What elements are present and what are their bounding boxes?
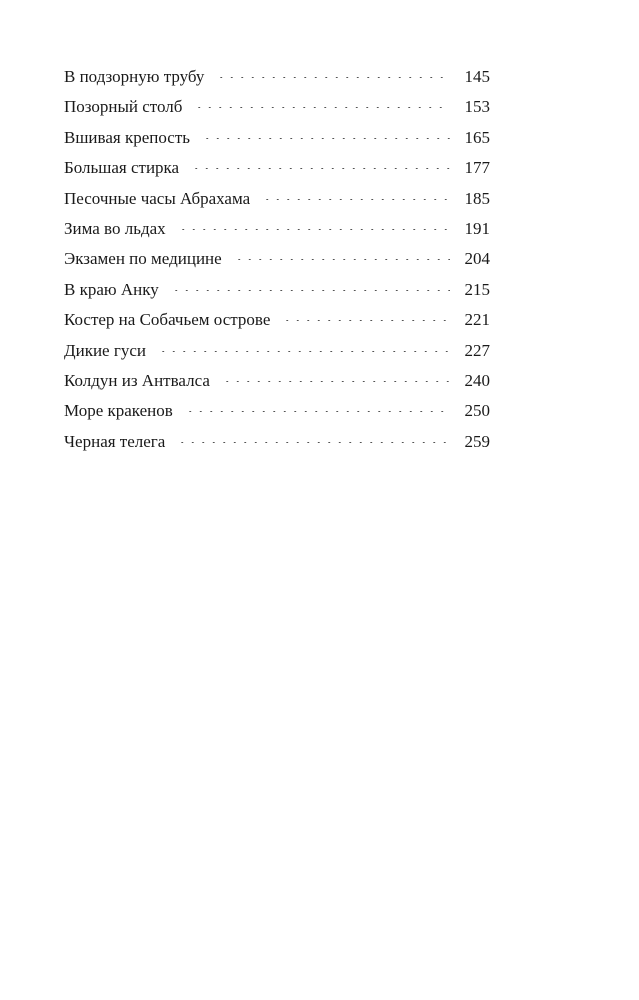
toc-entry	[64, 244, 490, 274]
toc-entry-title: Песочные часы Абрахама	[64, 188, 251, 208]
toc-entry-page: 227	[464, 340, 490, 360]
dot-leader	[262, 199, 450, 200]
toc-entry-page: 221	[464, 310, 490, 330]
toc-entry-title: Колдун из Антвалса	[64, 370, 210, 390]
dot-leader	[185, 411, 450, 412]
dot-leader	[178, 229, 450, 230]
toc-entry	[64, 123, 490, 153]
toc-entry	[64, 275, 490, 305]
dot-leader	[194, 107, 450, 108]
toc-entry-title: Экзамен по медицине	[64, 249, 222, 269]
dot-leader	[216, 77, 450, 78]
toc-entry-title: Позорный столб	[64, 97, 183, 117]
dot-leader	[191, 168, 450, 169]
toc-entry-title: Зима во льдах	[64, 218, 166, 238]
toc-entry-page: 185	[464, 188, 490, 208]
toc-entry	[64, 62, 490, 92]
toc-entry-page: 250	[464, 401, 490, 421]
toc-entry-title: Костер на Собачьем острове	[64, 310, 271, 330]
toc-entry-page: 215	[464, 279, 490, 299]
dot-leader	[171, 290, 450, 291]
toc-entry	[64, 427, 490, 457]
toc-entry	[64, 184, 490, 214]
toc-entry-page: 165	[464, 127, 490, 147]
toc-entry	[64, 366, 490, 396]
toc-entry	[64, 336, 490, 366]
toc-entry-title: Большая стирка	[64, 158, 180, 178]
toc-entry-title: Дикие гуси	[64, 340, 146, 360]
toc-entry-title: Черная телега	[64, 431, 166, 451]
toc-entry	[64, 92, 490, 122]
toc-entry	[64, 214, 490, 244]
toc-entry-page: 177	[464, 158, 490, 178]
dot-leader	[222, 381, 450, 382]
toc-entry-page: 204	[464, 249, 490, 269]
toc-entry-title: В краю Анку	[64, 279, 159, 299]
toc-entry	[64, 396, 490, 426]
toc-entry	[64, 153, 490, 183]
dot-leader	[158, 351, 450, 352]
dot-leader	[177, 442, 450, 443]
toc-entry-title: В подзорную трубу	[64, 67, 205, 86]
dot-leader	[282, 320, 450, 321]
dot-leader	[202, 138, 450, 139]
toc-entry-page: 259	[464, 431, 490, 451]
dot-leader	[234, 259, 450, 260]
toc-entry-page: 191	[464, 218, 490, 238]
toc-entry-title: Море кракенов	[64, 401, 173, 421]
toc-entry	[64, 305, 490, 335]
toc-entry-page: 240	[464, 370, 490, 390]
toc-entry-page: 145	[464, 67, 490, 86]
toc-entry-title: Вшивая крепость	[64, 127, 190, 147]
table-of-contents	[64, 62, 490, 457]
toc-entry-page: 153	[464, 97, 490, 117]
